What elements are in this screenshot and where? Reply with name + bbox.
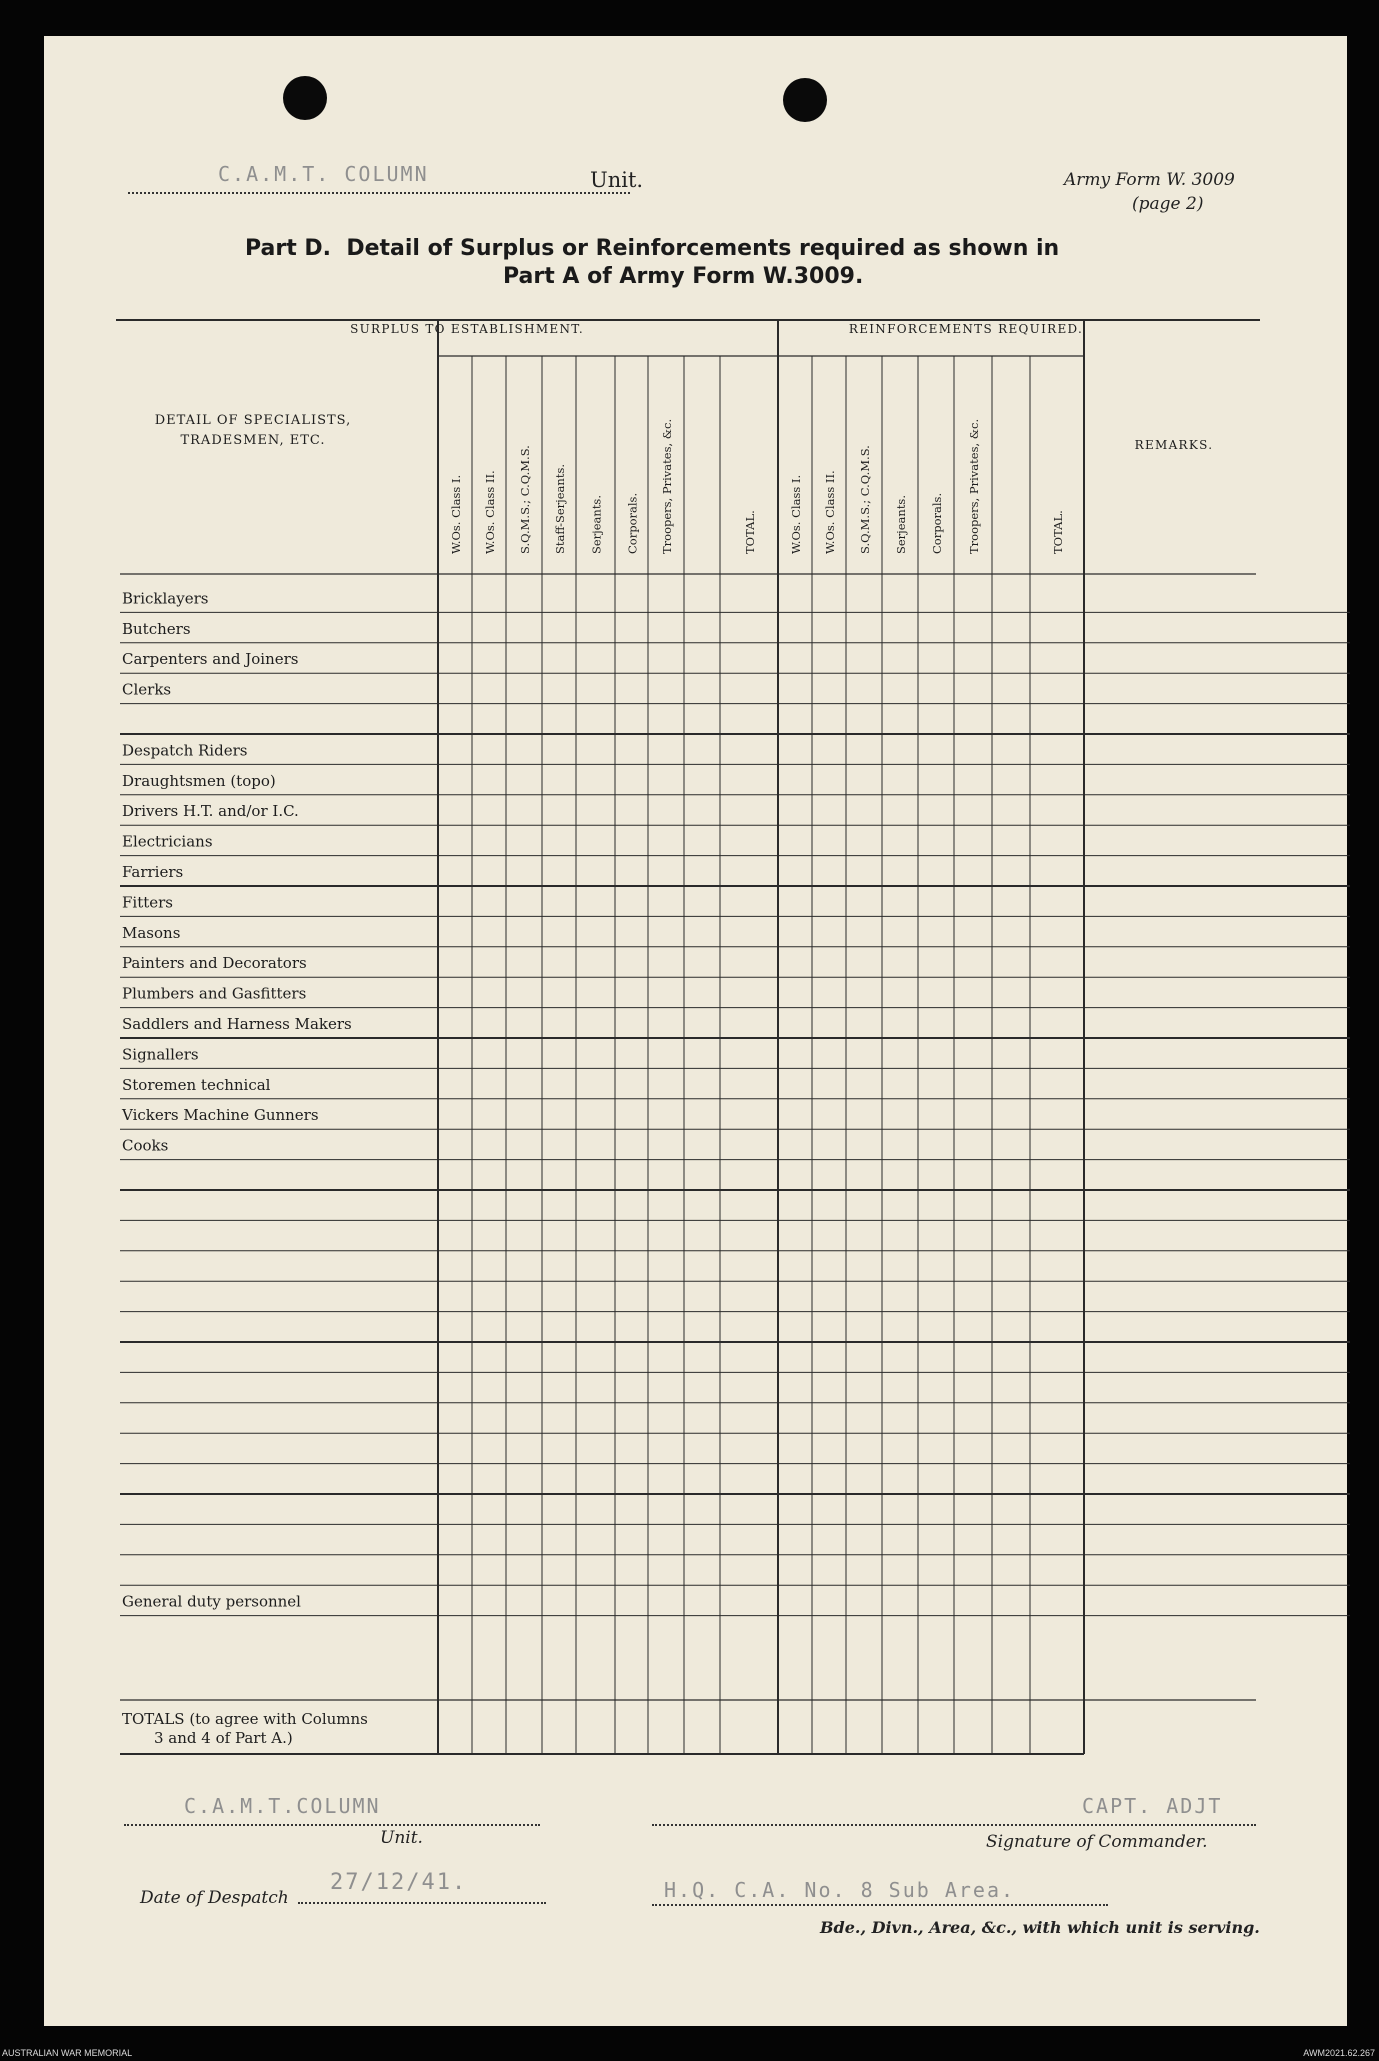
row-label: Draughtsmen (topo) — [122, 771, 276, 790]
surplus-column-header: S.Q.M.S.; C.Q.M.S. — [518, 445, 532, 554]
row-label: Saddlers and Harness Makers — [122, 1015, 352, 1033]
row-label: General duty personnel — [122, 1592, 301, 1611]
row-label: Bricklayers — [122, 589, 209, 608]
detail-table — [44, 36, 1347, 1747]
unit-underline-footer — [124, 1824, 540, 1826]
reinforcements-header: REINFORCEMENTS REQUIRED. — [848, 322, 1084, 336]
bde-label: Bde., Divn., Area, &c., with which unit is serving. — [820, 1918, 1260, 1937]
remarks-header: REMARKS. — [1134, 438, 1214, 452]
signature-underline — [652, 1824, 1256, 1826]
unit-typed-header: C.A.M.T. COLUMN — [218, 162, 429, 186]
detail-header-line2: TRADESMEN, ETC. — [180, 433, 326, 448]
surplus-column-header: Serjeants. — [589, 495, 604, 554]
form-name: Army Form W. 3009 — [1064, 170, 1235, 190]
totals-label-line1: TOTALS (to agree with Columns — [122, 1710, 368, 1728]
form-page: (page 2) — [1132, 194, 1204, 214]
surplus-column-header: Troopers, Privates, &c. — [660, 418, 674, 554]
row-label: Masons — [122, 923, 181, 942]
reinforcement-column-header: W.Os. Class I. — [789, 474, 803, 554]
row-label: Farriers — [122, 863, 184, 881]
row-label: Fitters — [122, 893, 174, 912]
date-label: Date of Despatch — [140, 1888, 289, 1908]
surplus-column-header: W.Os. Class II. — [483, 470, 497, 554]
row-label: Vickers Machine Gunners — [122, 1106, 319, 1125]
row-label: Electricians — [122, 832, 213, 851]
reinforcement-column-header: Troopers, Privates, &c. — [967, 418, 981, 554]
totals-label-line2: 3 and 4 of Part A.) — [154, 1729, 293, 1747]
row-label: Carpenters and Joiners — [122, 650, 299, 669]
reinforcement-column-header: Corporals. — [930, 492, 944, 554]
surplus-column-header: Corporals. — [625, 492, 640, 554]
surplus-column-header: Staff-Serjeants. — [553, 464, 567, 554]
date-underline — [298, 1902, 546, 1904]
reinforcement-column-header: TOTAL. — [1051, 510, 1065, 554]
date-typed: 27/12/41. — [330, 1870, 468, 1895]
row-label: Clerks — [122, 680, 172, 699]
form-title-line2: Part A of Army Form W.3009. — [503, 264, 864, 289]
reinforcement-column-header: Serjeants. — [894, 495, 908, 554]
unit-label-header: Unit. — [590, 168, 644, 192]
signature-label: Signature of Commander. — [986, 1832, 1208, 1852]
row-label: Cooks — [122, 1136, 169, 1155]
archive-caption — [0, 2048, 1379, 2061]
bde-underline — [652, 1904, 1108, 1906]
form-page — [44, 36, 1347, 2026]
row-label: Despatch Riders — [122, 741, 248, 760]
signature-typed: CAPT. ADJT — [1082, 1794, 1223, 1818]
row-label: Painters and Decorators — [122, 954, 307, 973]
reinforcement-column-header: W.Os. Class II. — [823, 470, 837, 554]
form-title-line1: Part D. Detail of Surplus or Reinforcements required as shown in — [245, 236, 1060, 261]
row-label: Drivers H.T. and/or I.C. — [122, 802, 299, 821]
unit-label-footer: Unit. — [380, 1828, 423, 1848]
row-label: Butchers — [122, 619, 191, 638]
bde-typed: H.Q. C.A. No. 8 Sub Area. — [664, 1878, 1016, 1902]
reinforcement-column-header: S.Q.M.S.; C.Q.M.S. — [858, 445, 872, 554]
detail-header-line1: DETAIL OF SPECIALISTS, — [154, 413, 352, 428]
row-label: Signallers — [122, 1045, 199, 1064]
row-label: Plumbers and Gasfitters — [122, 984, 307, 1003]
archive-caption-left: AUSTRALIAN WAR MEMORIAL — [2, 2048, 133, 2058]
surplus-header: SURPLUS TO ESTABLISHMENT. — [350, 322, 584, 336]
unit-typed-footer: C.A.M.T.COLUMN — [184, 1794, 381, 1818]
surplus-column-header: W.Os. Class I. — [449, 474, 463, 554]
surplus-column-header: TOTAL. — [743, 510, 757, 554]
archive-caption-right: AWM2021.62.267 — [1303, 2048, 1375, 2058]
row-label: Storemen technical — [122, 1075, 271, 1094]
